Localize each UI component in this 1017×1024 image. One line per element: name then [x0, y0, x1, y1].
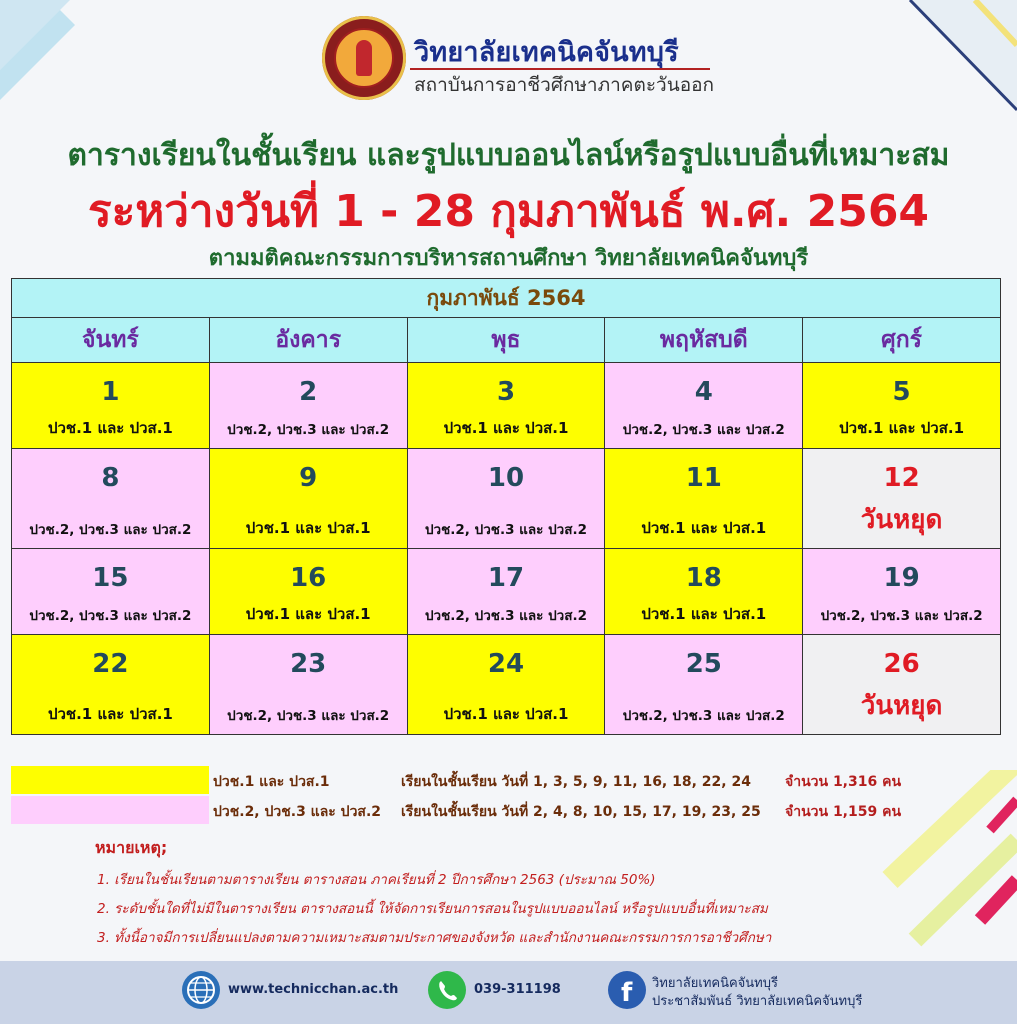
calendar-week	[12, 449, 1001, 549]
day-groups: ปวช.1 และ ปวส.1	[443, 419, 569, 437]
day-number: 22	[92, 649, 129, 679]
day-number: 18	[685, 563, 722, 593]
weekday-header: ศุกร์	[803, 318, 1001, 363]
calendar-day-cell	[407, 449, 605, 549]
calendar-day-cell	[605, 363, 803, 449]
notes-heading: หมายเหตุ;	[95, 838, 168, 857]
day-number: 24	[487, 649, 525, 679]
note-item: 2. ระดับชั้นใดที่ไม่มีในตารางเรียน ตารางสอนนี้ ให้จัดการเรียนการสอนในรูปแบบออนไลน์ หรือรูปแบบอื่นที่เหมาะสม	[97, 901, 768, 917]
calendar-day-cell	[12, 449, 210, 549]
calendar-day-cell	[803, 363, 1001, 449]
day-groups: ปวช.2, ปวช.3 และ ปวส.2	[820, 608, 983, 624]
calendar-week	[12, 635, 1001, 735]
legend-count: จำนวน 1,316 คน	[785, 774, 902, 790]
day-number: 9	[299, 463, 318, 493]
legend-days: เรียนในชั้นเรียน วันที่ 1, 3, 5, 9, 11, 16, 18, 22, 24	[401, 774, 751, 790]
calendar-month: กุมภาพันธ์ 2564	[12, 279, 1001, 318]
day-groups: ปวช.1 และ ปวส.1	[47, 419, 173, 437]
college-logo	[322, 16, 406, 100]
day-groups: ปวช.2, ปวช.3 และ ปวส.2	[227, 708, 390, 724]
page-title: ตารางเรียนในชั้นเรียน และรูปแบบออนไลน์หรือรูปแบบอื่นที่เหมาะสม	[67, 138, 950, 173]
facebook-icon	[608, 971, 646, 1009]
legend-swatch-pink	[11, 796, 209, 824]
day-groups: ปวช.1 และ ปวส.1	[245, 519, 371, 537]
day-number: 16	[290, 563, 327, 593]
facebook-page-name[interactable]: วิทยาลัยเทคนิคจันทบุรี	[652, 976, 778, 991]
phone-icon	[428, 971, 466, 1009]
weekday-header: พุธ	[407, 318, 605, 363]
calendar-day-cell	[803, 549, 1001, 635]
calendar-day-cell	[209, 449, 407, 549]
day-number: 5	[892, 377, 911, 407]
day-number: 17	[487, 563, 525, 593]
day-groups: ปวช.1 และ ปวส.1	[641, 519, 767, 537]
day-number: 3	[496, 377, 516, 407]
calendar-day-cell	[407, 363, 605, 449]
calendar-day-cell	[209, 635, 407, 735]
day-number: 10	[487, 463, 525, 493]
calendar-holiday-cell	[803, 635, 1001, 735]
decorative-stripes-right	[870, 770, 1017, 960]
day-groups: ปวช.2, ปวช.3 และ ปวส.2	[424, 522, 588, 538]
day-groups: ปวช.1 และ ปวส.1	[839, 419, 965, 437]
legend-group: ปวช.2, ปวช.3 และ ปวส.2	[213, 804, 382, 820]
college-name: วิทยาลัยเทคนิคจันทบุรี	[414, 37, 679, 68]
day-groups: ปวช.2, ปวช.3 และ ปวส.2	[227, 422, 390, 438]
weekday-header: พฤหัสบดี	[605, 318, 803, 363]
calendar-day-cell	[209, 363, 407, 449]
calendar-day-cell	[605, 449, 803, 549]
day-groups: ปวช.2, ปวช.3 และ ปวส.2	[622, 708, 785, 724]
day-groups: ปวช.2, ปวช.3 และ ปวส.2	[29, 608, 192, 624]
phone-number[interactable]: 039-311198	[474, 982, 561, 997]
calendar-day-cell	[605, 635, 803, 735]
facebook-page-desc[interactable]: ประชาสัมพันธ์ วิทยาลัยเทคนิคจันทบุรี	[652, 994, 863, 1009]
note-item: 3. ทั้งนี้อาจมีการเปลี่ยนแปลงตามความเหมาะสมตามประกาศของจังหวัด และสำนักงานคณะกรรมการการอาชีวศึกษา	[97, 930, 772, 946]
day-groups: ปวช.2, ปวช.3 และ ปวส.2	[29, 522, 192, 538]
day-groups: ปวช.2, ปวช.3 และ ปวส.2	[424, 608, 588, 624]
day-number: 11	[685, 463, 722, 493]
weekday-header: จันทร์	[12, 318, 210, 363]
globe-icon	[182, 971, 220, 1009]
day-groups: ปวช.1 และ ปวส.1	[443, 705, 569, 723]
institute-name: สถาบันการอาชีวศึกษาภาคตะวันออก	[414, 74, 715, 96]
day-number: 1	[101, 377, 120, 407]
calendar-day-cell	[605, 549, 803, 635]
day-number: 19	[883, 563, 920, 593]
holiday-label: วันหยุด	[860, 691, 943, 721]
day-number: 8	[101, 463, 120, 493]
resolution-subtitle: ตามมติคณะกรรมการบริหารสถานศึกษา วิทยาลัยเทคนิคจันทบุรี	[208, 246, 809, 271]
day-number: 4	[694, 377, 713, 407]
day-number: 2	[299, 377, 318, 407]
svg-text:f: f	[621, 978, 633, 1008]
day-number: 12	[883, 463, 920, 493]
day-number: 25	[685, 649, 722, 679]
legend-count: จำนวน 1,159 คน	[785, 804, 902, 820]
calendar-holiday-cell	[803, 449, 1001, 549]
day-groups: ปวช.1 และ ปวส.1	[641, 605, 767, 623]
day-number: 15	[92, 563, 129, 593]
calendar-day-cell	[12, 549, 210, 635]
legend-swatch-yellow	[11, 766, 209, 794]
day-groups: ปวช.1 และ ปวส.1	[245, 605, 371, 623]
calendar-day-cell	[209, 549, 407, 635]
website-link[interactable]: www.technicchan.ac.th	[228, 982, 399, 997]
calendar-day-cell	[12, 635, 210, 735]
day-groups: ปวช.1 และ ปวส.1	[47, 705, 173, 723]
holiday-label: วันหยุด	[860, 505, 943, 535]
decorative-corner-top-left	[0, 0, 120, 120]
day-number: 26	[883, 649, 920, 679]
calendar-week	[12, 363, 1001, 449]
legend-days: เรียนในชั้นเรียน วันที่ 2, 4, 8, 10, 15, 17, 19, 23, 25	[401, 804, 761, 820]
calendar-day-cell	[407, 635, 605, 735]
weekday-header: อังคาร	[209, 318, 407, 363]
day-groups: ปวช.2, ปวช.3 และ ปวส.2	[622, 422, 785, 438]
legend-group: ปวช.1 และ ปวส.1	[213, 774, 330, 790]
day-number: 23	[290, 649, 327, 679]
note-item: 1. เรียนในชั้นเรียนตามตารางเรียน ตารางสอน ภาคเรียนที่ 2 ปีการศึกษา 2563 (ประมาณ 50%)	[97, 872, 656, 888]
calendar-day-cell	[12, 363, 210, 449]
schedule-calendar	[11, 278, 1001, 735]
calendar-week	[12, 549, 1001, 635]
calendar-day-cell	[407, 549, 605, 635]
date-range-title: ระหว่างวันที่ 1 - 28 กุมภาพันธ์ พ.ศ. 2564	[87, 186, 930, 237]
